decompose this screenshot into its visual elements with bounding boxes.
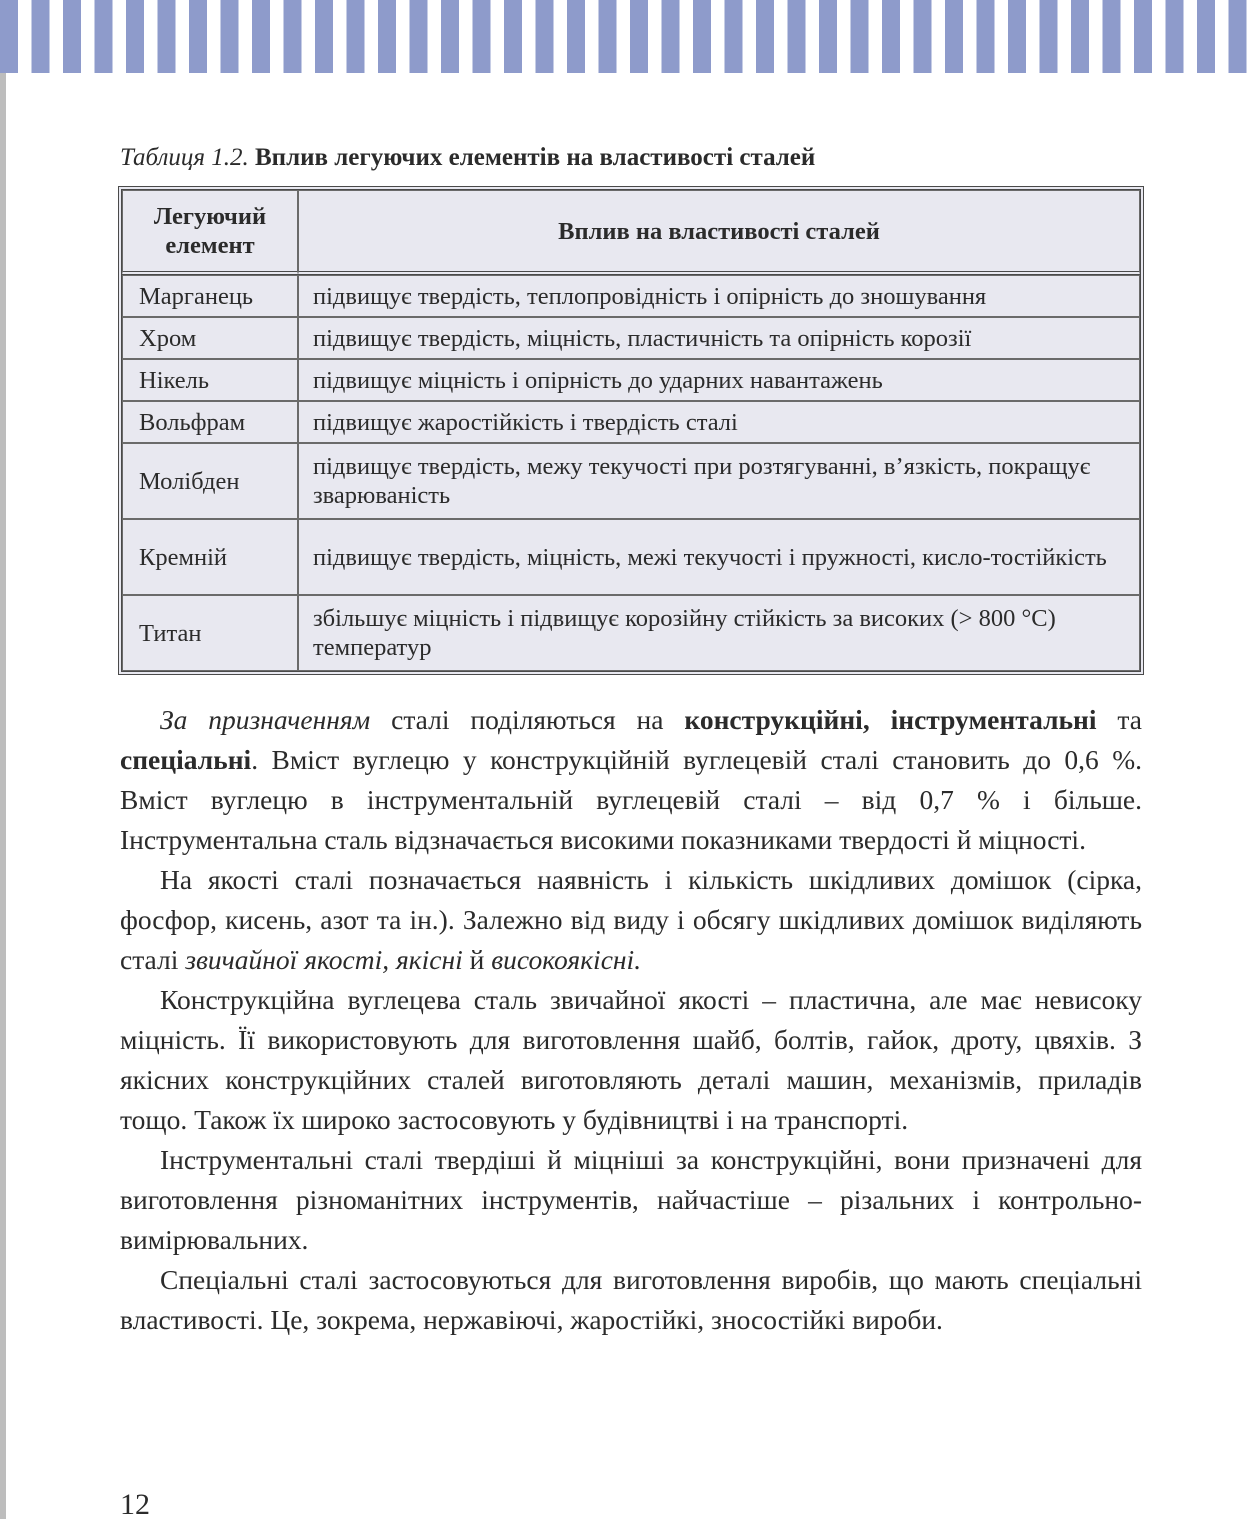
text-run: та xyxy=(1096,704,1142,735)
table-header-row xyxy=(122,190,1140,275)
header-effect: Вплив на властивості сталей xyxy=(298,190,1140,275)
paragraph-quality xyxy=(120,860,1142,980)
term-types: конструкційні, інструментальні xyxy=(684,704,1097,735)
alloy-table-wrap xyxy=(118,186,1144,675)
text-run: На якості сталі позначається наявність і кількість шкідливих домішок (сірка, фосфор, кисень, азот та ін.). Залежно від виду і обсягу шкідливих домішок виділяють сталі xyxy=(120,864,1142,975)
paragraph-special: Спеціальні сталі застосовуються для виготовлення виробів, що мають спеціальні властивості. Це, зокрема, нержавіючі, жаростійкі, зносостійкі вироби. xyxy=(120,1264,1142,1335)
text-run: й xyxy=(462,944,492,975)
cell-effect: підвищує твердість, теплопровідність і опірність до зношування xyxy=(298,275,1140,317)
term-quality: звичайної якості, якісні xyxy=(185,944,463,975)
table-row xyxy=(122,595,1140,671)
table-row xyxy=(122,275,1140,317)
table-row xyxy=(122,401,1140,443)
cell-effect: підвищує твердість, міцність, пластичність та опірність корозії xyxy=(298,317,1140,359)
paragraph-structural: Конструкційна вуглецева сталь звичайної якості – пластична, але має невисоку міцність. Її використовують для виготовлення шайб, болтів, гайок, дроту, цвяхів. З якісних конструкційних сталей виготовляють деталі машин, механізмів, приладів тощо. Також їх широко застосовують у будівництві і на транспорті. xyxy=(120,984,1142,1135)
table-caption xyxy=(120,143,1150,173)
cell-element: Хром xyxy=(122,317,298,359)
table-row xyxy=(122,317,1140,359)
term-purpose: За призначенням xyxy=(160,704,371,735)
caption-title: Вплив легуючих елементів на властивості сталей xyxy=(254,144,816,171)
table-row xyxy=(122,519,1140,595)
cell-element: Марганець xyxy=(122,275,298,317)
cell-effect: підвищує жаростійкість і твердість сталі xyxy=(298,401,1140,443)
cell-element: Вольфрам xyxy=(122,401,298,443)
term-high-quality: високоякісні. xyxy=(491,944,642,975)
caption-label: Таблиця 1.2. xyxy=(120,144,249,171)
cell-element: Кремній xyxy=(122,519,298,595)
cell-effect: збільшує міцність і підвищує корозійну стійкість за високих (> 800 °С) температур xyxy=(298,595,1140,671)
body-text xyxy=(120,700,1142,1340)
paragraph-purpose xyxy=(120,700,1142,860)
table-row xyxy=(122,443,1140,519)
cell-effect: підвищує твердість, міцність, межі текучості і пружності, кисло-тостійкість xyxy=(298,519,1140,595)
text-run: . Вміст вуглецю у конструкційній вуглецевій сталі становить до 0,6 %. Вміст вуглецю в інструментальній вуглецевій сталі – від 0,7 % і більше. Інструментальна сталь відзначається високими показниками твердості й міцності. xyxy=(120,744,1142,855)
cell-element: Нікель xyxy=(122,359,298,401)
header-element: Легуючий елемент xyxy=(122,190,298,275)
cell-effect: підвищує міцність і опірність до ударних навантажень xyxy=(298,359,1140,401)
cell-element: Молібден xyxy=(122,443,298,519)
alloy-table xyxy=(118,186,1144,675)
cell-effect: підвищує твердість, межу текучості при розтягуванні, в’язкість, покращує зварюваність xyxy=(298,443,1140,519)
text-run: сталі поділяються на xyxy=(370,704,685,735)
cell-element: Титан xyxy=(122,595,298,671)
header-stripes xyxy=(0,0,1254,73)
page-edge-bar xyxy=(0,0,6,1519)
page-number: 12 xyxy=(120,1488,150,1521)
table-row xyxy=(122,359,1140,401)
term-special: спеціальні xyxy=(120,744,252,775)
paragraph-tool: Інструментальні сталі твердіші й міцніші за конструкційні, вони призначені для виготовлення різноманітних інструментів, найчастіше – різальних і контрольно-вимірювальних. xyxy=(120,1144,1142,1255)
